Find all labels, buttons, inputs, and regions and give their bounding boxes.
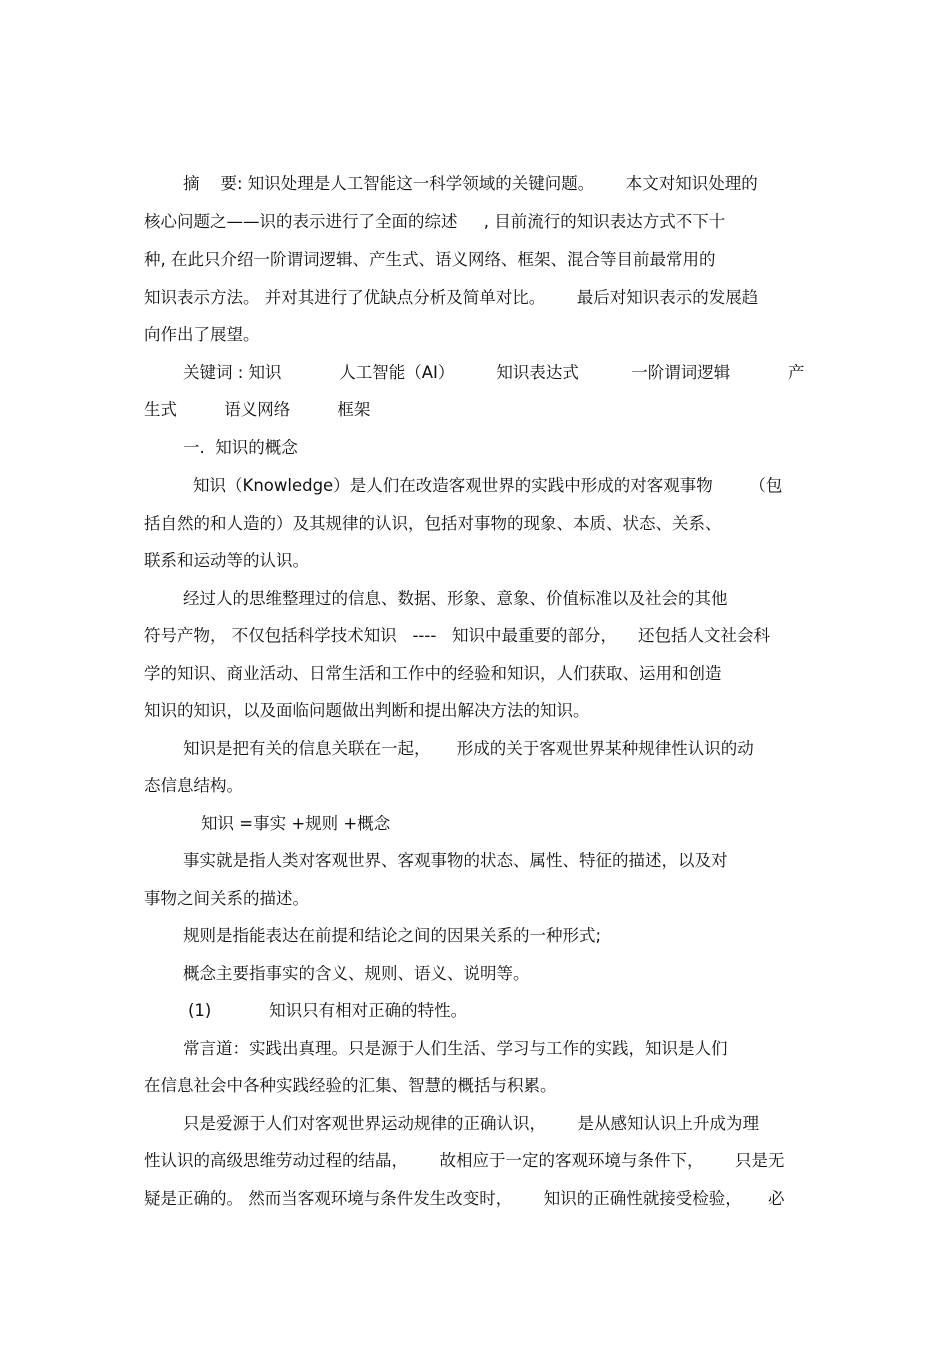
paragraph-3-line-1: 知识是把有关的信息关联在一起， 形成的关于客观世界某种规律性认识的动	[183, 739, 754, 758]
formula-line: 知识 =事实 +规则 +概念	[201, 814, 391, 833]
paragraph-1-line-2: 括自然的和人造的）及其规律的认识，包括对事物的现象、本质、状态、关系、	[144, 514, 722, 533]
abstract-line-1: 摘 要: 知识处理是人工智能这一科学领域的关键问题。 本文对知识处理的	[183, 174, 758, 193]
paragraph-4-line-1: 事实就是指人类对客观世界、客观事物的状态、属性、特征的描述，以及对	[183, 851, 728, 870]
paragraph-2-line-4: 知识的知识，以及面临问题做出判断和提出解决方法的知识。	[144, 701, 590, 720]
abstract-line-5: 向作出了展望。	[144, 325, 260, 344]
paragraph-3-line-2: 态信息结构。	[144, 776, 243, 795]
paragraph-7-line-1: 常言道：实践出真理。只是源于人们生活、学习与工作的实践，知识是人们	[183, 1039, 728, 1058]
paragraph-1-line-3: 联系和运动等的认识。	[144, 551, 309, 570]
paragraph-8-line-1: 只是爱源于人们对客观世界运动规律的正确认识， 是从感知认识上升成为理	[183, 1114, 759, 1133]
paragraph-8-line-2: 性认识的高级思维劳动过程的结晶， 故相应于一定的客观环境与条件下， 只是无	[144, 1151, 785, 1170]
section-heading: 一. 知识的概念	[183, 438, 298, 457]
paragraph-7-line-2: 在信息社会中各种实践经验的汇集、智慧的概括与积累。	[144, 1076, 557, 1095]
abstract-line-4: 知识表示方法。 并对其进行了优缺点分析及简单对比。 最后对知识表示的发展趋	[144, 288, 759, 307]
abstract-line-3: 种, 在此只介绍一阶谓词逻辑、产生式、语义网络、框架、混合等目前最常用的	[144, 250, 716, 269]
keywords-line-2: 生式 语义网络 框架	[144, 400, 371, 419]
paragraph-2-line-2: 符号产物， 不仅包括科学技术知识 ---- 知识中最重要的部分， 还包括人文社会科	[144, 626, 771, 645]
numbered-item-1: (1) 知识只有相对正确的特性。	[188, 1001, 468, 1020]
paragraph-6-line-1: 概念主要指事实的含义、规则、语义、说明等。	[183, 964, 530, 983]
paragraph-4-line-2: 事物之间关系的描述。	[144, 889, 309, 908]
paragraph-1-line-1: 知识（Knowledge）是人们在改造客观世界的实践中形成的对客观事物 （包	[193, 476, 783, 495]
paragraph-2-line-3: 学的知识、商业活动、日常生活和工作中的经验和知识，人们获取、运用和创造	[144, 664, 722, 683]
paragraph-5-line-1: 规则是指能表达在前提和结论之间的因果关系的一种形式;	[183, 926, 602, 945]
paragraph-8-line-3: 疑是正确的。 然而当客观环境与条件发生改变时， 知识的正确性就接受检验， 必	[144, 1189, 785, 1208]
abstract-line-2: 核心问题之——识的表示进行了全面的综述 , 目前流行的知识表达方式不下十	[144, 212, 726, 231]
paragraph-2-line-1: 经过人的思维整理过的信息、数据、形象、意象、价值标准以及社会的其他	[183, 589, 728, 608]
keywords-line-1: 关键词 : 知识 人工智能（AI） 知识表达式 一阶谓词逻辑 产	[183, 363, 805, 382]
